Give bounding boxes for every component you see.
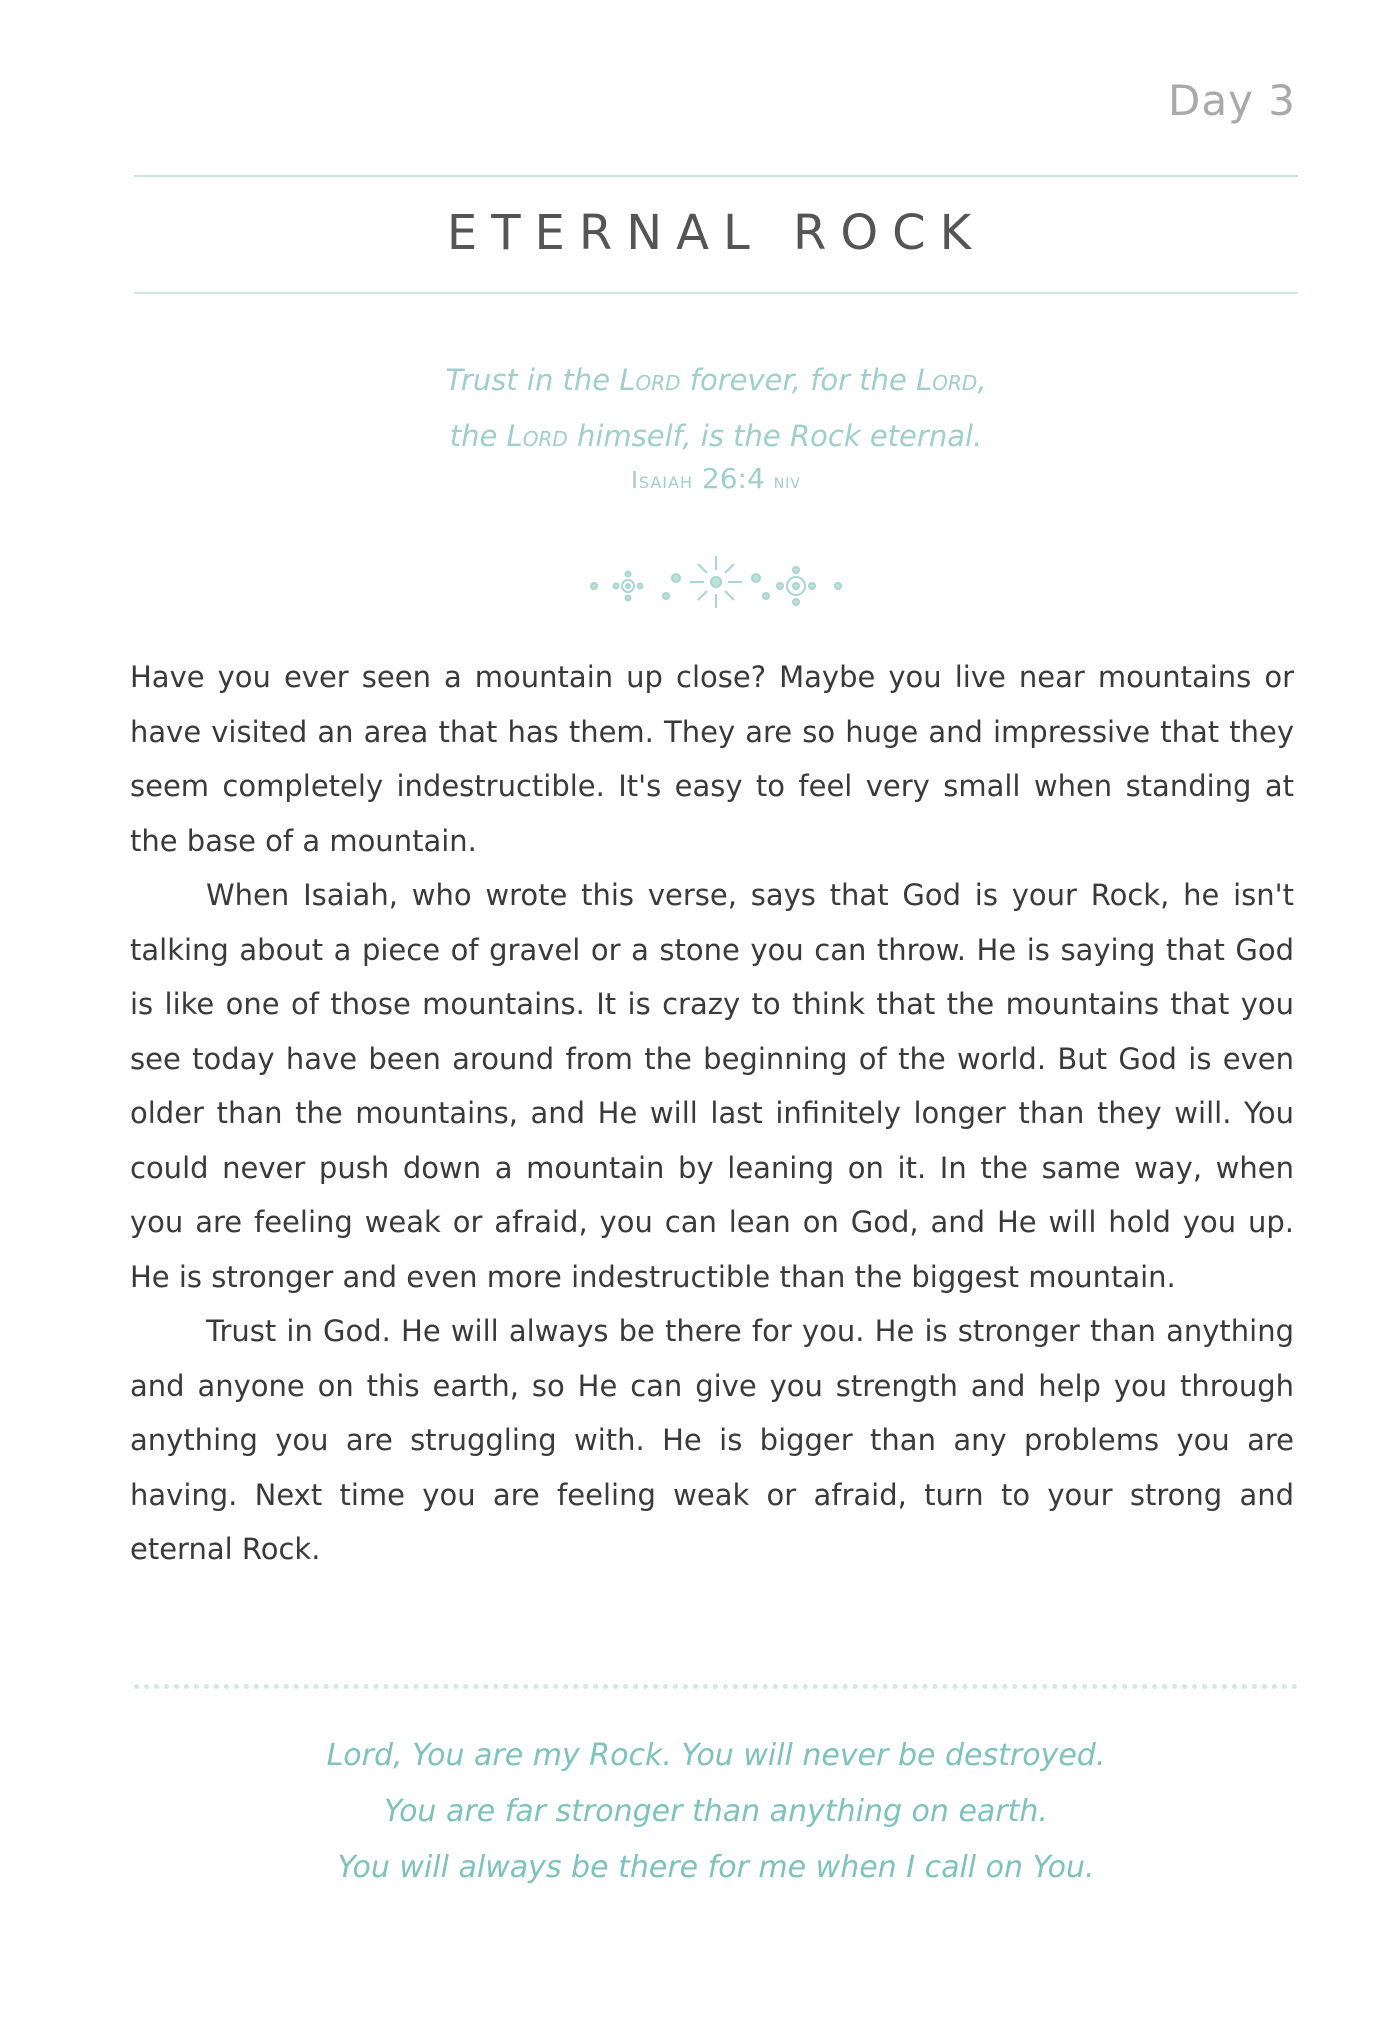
verse-text: , bbox=[977, 363, 987, 397]
prayer-line-3: You will always be there for me when I call on You. bbox=[337, 1850, 1095, 1885]
body-paragraph-3: Trust in God. He will always be there for you. He is stronger than anything and anyone on this earth, so He can give you strength and help you through anything you are struggling with. He is bigger than any problems you are having. Next time you are feeling weak or afraid, turn to your strong and eternal Rock. bbox=[130, 1314, 1294, 1566]
body-paragraph-2: When Isaiah, who wrote this verse, says that God is your Rock, he isn't talking about a piece of gravel or a stone you can throw. He is saying that God is like one of those mountains. It is crazy to think that the mountains that you see today have been around from the beginning of the world. But God is even older than the mountains, and He will last infinitely longer than they will. You could never push down a mountain by leaning on it. In the same way, when you are feeling weak or afraid, you can lean on God, and He will hold you up. He is stronger and even more indestructible than the biggest mountain. bbox=[130, 878, 1294, 1294]
verse-reference bbox=[134, 462, 1298, 495]
verse-text: the bbox=[449, 419, 507, 453]
reference-version: niv bbox=[773, 469, 801, 493]
day-label: Day 3 bbox=[1167, 76, 1296, 125]
prayer-line-1: Lord, You are my Rock. You will never be destroyed. bbox=[326, 1738, 1106, 1773]
dotted-divider bbox=[134, 1684, 1298, 1689]
devotional-body bbox=[130, 650, 1294, 1577]
scripture-verse bbox=[134, 352, 1298, 464]
verse-line-1 bbox=[134, 352, 1298, 408]
verse-line-2 bbox=[134, 408, 1298, 464]
body-paragraph-1: Have you ever seen a mountain up close? Maybe you live near mountains or have visited an area that has them. They are so huge and impressive that they seem completely indestructible. It's easy to feel very small when standing at the base of a mountain. bbox=[130, 660, 1294, 858]
title-rule-top bbox=[134, 175, 1298, 177]
verse-text: Trust in the bbox=[445, 363, 620, 397]
reference-book: Isaiah bbox=[631, 468, 693, 494]
title-rule-bottom bbox=[134, 292, 1298, 294]
verse-lord: Lord bbox=[619, 363, 681, 397]
verse-text: forever, for the bbox=[680, 363, 917, 397]
reference-chapter-verse: 26:4 bbox=[701, 462, 765, 495]
prayer-line-2: You are far stronger than anything on earth. bbox=[384, 1794, 1048, 1829]
flower-ornament-icon bbox=[586, 548, 846, 618]
verse-text: himself, is the Rock eternal. bbox=[567, 419, 983, 453]
page-title: ETERNAL ROCK bbox=[446, 205, 986, 261]
verse-lord: Lord bbox=[506, 419, 568, 453]
prayer bbox=[134, 1728, 1298, 1896]
verse-lord: Lord bbox=[916, 363, 978, 397]
